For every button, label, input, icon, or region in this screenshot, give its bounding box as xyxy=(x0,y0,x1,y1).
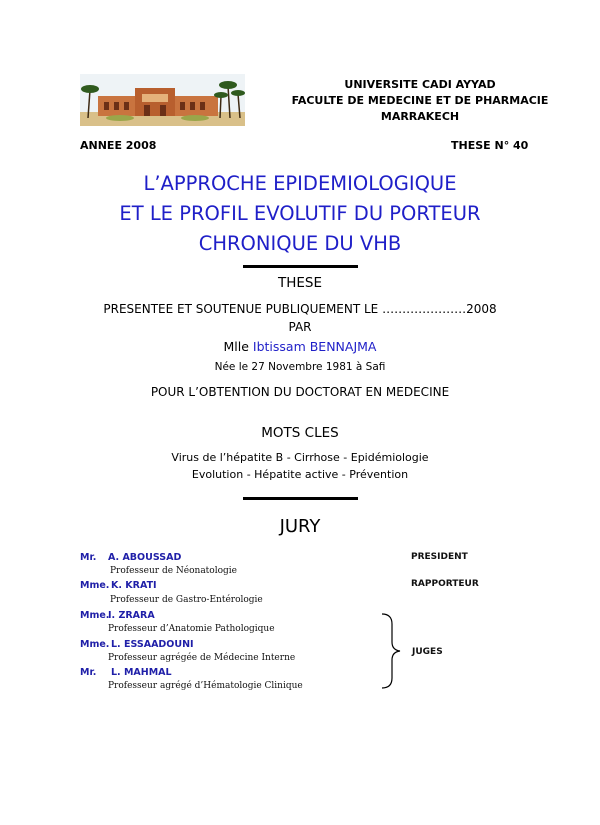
author-line xyxy=(0,339,600,354)
member-role: RAPPORTEUR xyxy=(411,579,479,589)
keywords-divider xyxy=(243,497,358,500)
member-title: Mr. xyxy=(80,667,97,678)
member-name: L. MAHMAL xyxy=(111,667,172,678)
judges-brace xyxy=(378,612,404,690)
judges-label: JUGES xyxy=(412,647,443,657)
member-title: Mme. xyxy=(80,639,110,650)
member-position: Professeur d’Anatomie Pathologique xyxy=(108,624,275,634)
thesis-number: THESE N° 40 xyxy=(451,139,529,152)
author-prefix: Mlle xyxy=(223,339,253,354)
city-name: MARRAKECH xyxy=(380,110,460,123)
keywords-line-1: Virus de l’hépatite B - Cirrhose - Epidémiologie xyxy=(171,451,429,464)
member-name: A. ABOUSSAD xyxy=(108,552,182,563)
faculty-name: FACULTE DE MEDECINE ET DE PHARMACIE xyxy=(291,94,549,107)
keywords-line-2: Evolution - Hépatite active - Prévention xyxy=(191,468,409,481)
member-name: K. KRATI xyxy=(111,580,157,591)
member-position: Professeur agrégé d’Hématologie Clinique xyxy=(108,681,303,691)
member-title: Mme. xyxy=(80,580,110,591)
member-title: Mme. xyxy=(80,610,110,621)
thesis-heading: THESE xyxy=(277,275,323,291)
member-name: L. ESSAADOUNI xyxy=(111,639,194,650)
member-position: Professeur de Gastro-Entérologie xyxy=(110,595,263,605)
thesis-title-line-2: ET LE PROFIL EVOLUTIF DU PORTEUR xyxy=(119,202,481,225)
faculty-logo xyxy=(80,74,245,126)
birth-info: Née le 27 Novembre 1981 à Safi xyxy=(214,361,386,373)
university-name: UNIVERSITE CADI AYYAD xyxy=(344,78,496,91)
member-title: Mr. xyxy=(80,552,97,563)
member-role: PRESIDENT xyxy=(411,552,468,562)
jury-heading: JURY xyxy=(279,516,321,537)
title-divider xyxy=(243,265,358,268)
by-label: PAR xyxy=(288,320,312,334)
academic-year: ANNEE 2008 xyxy=(80,139,157,152)
keywords-heading: MOTS CLES xyxy=(261,425,339,441)
thesis-title-line-1: L’APPROCHE EPIDEMIOLOGIQUE xyxy=(143,172,457,195)
presentation-line: PRESENTEE ET SOUTENUE PUBLIQUEMENT LE …………………2008 xyxy=(103,302,497,316)
thesis-title-line-3: CHRONIQUE DU VHB xyxy=(198,232,402,255)
member-position: Professeur de Néonatologie xyxy=(110,566,237,576)
member-position: Professeur agrégée de Médecine Interne xyxy=(108,653,296,663)
author-name: Ibtissam BENNAJMA xyxy=(252,339,377,354)
member-name: I. ZRARA xyxy=(108,610,155,621)
degree-line: POUR L’OBTENTION DU DOCTORAT EN MEDECINE xyxy=(150,385,450,399)
